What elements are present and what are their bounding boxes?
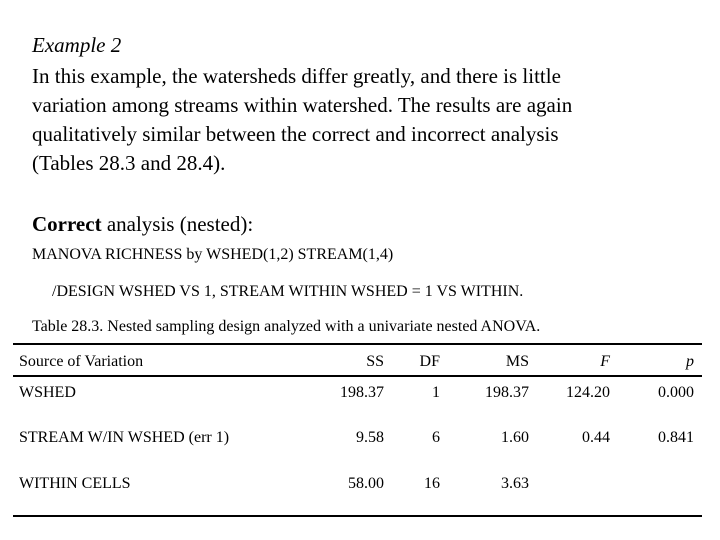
table-bottom-rule [13,515,702,517]
table-row-ss: 9.58 [356,429,384,446]
table-row-ms: 198.37 [485,384,529,401]
table-row-ss: 58.00 [348,475,384,492]
header-source: Source of Variation [19,353,144,370]
intro-line: variation among streams within watershed. The results are again [32,93,573,117]
header-ss: SS [366,353,384,370]
header-ms: MS [505,353,529,370]
header-p: p [686,353,694,370]
correct-analysis-label [32,211,253,237]
table-row-df: 16 [424,475,440,492]
table-caption: Table 28.3. Nested sampling design analyzed with a univariate nested ANOVA. [32,318,541,335]
table-row-df: 6 [432,429,440,446]
correct-rest: analysis (nested): [101,212,254,236]
table-row-source: WSHED [19,384,76,401]
example-heading: Example 2 [32,33,122,57]
spss-code-line-1: MANOVA RICHNESS by WSHED(1,2) STREAM(1,4) [32,246,394,263]
table-row-f: 0.44 [582,429,610,446]
intro-line: (Tables 28.3 and 28.4). [32,151,226,175]
table-header-rule [13,375,702,377]
table-row-f: 124.20 [566,384,610,401]
intro-paragraph [32,62,712,178]
table-row-p: 0.841 [658,429,694,446]
intro-line: qualitatively similar between the correct and incorrect analysis [32,122,559,146]
header-df: DF [419,353,440,370]
table-row-ms: 3.63 [501,475,529,492]
table-row-source: STREAM W/IN WSHED (err 1) [19,429,230,446]
table-row-p: 0.000 [658,384,694,401]
correct-bold: Correct [32,212,102,236]
table-row-ss: 198.37 [340,384,384,401]
spss-code-line-2: /DESIGN WSHED VS 1, STREAM WITHIN WSHED = 1 VS WITHIN. [52,283,524,300]
table-row-source: WITHIN CELLS [19,475,131,492]
intro-line: In this example, the watersheds differ greatly, and there is little [32,64,561,88]
table-row-df: 1 [432,384,440,401]
table-row-ms: 1.60 [501,429,529,446]
table-top-rule [13,343,702,345]
header-f: F [600,353,610,370]
